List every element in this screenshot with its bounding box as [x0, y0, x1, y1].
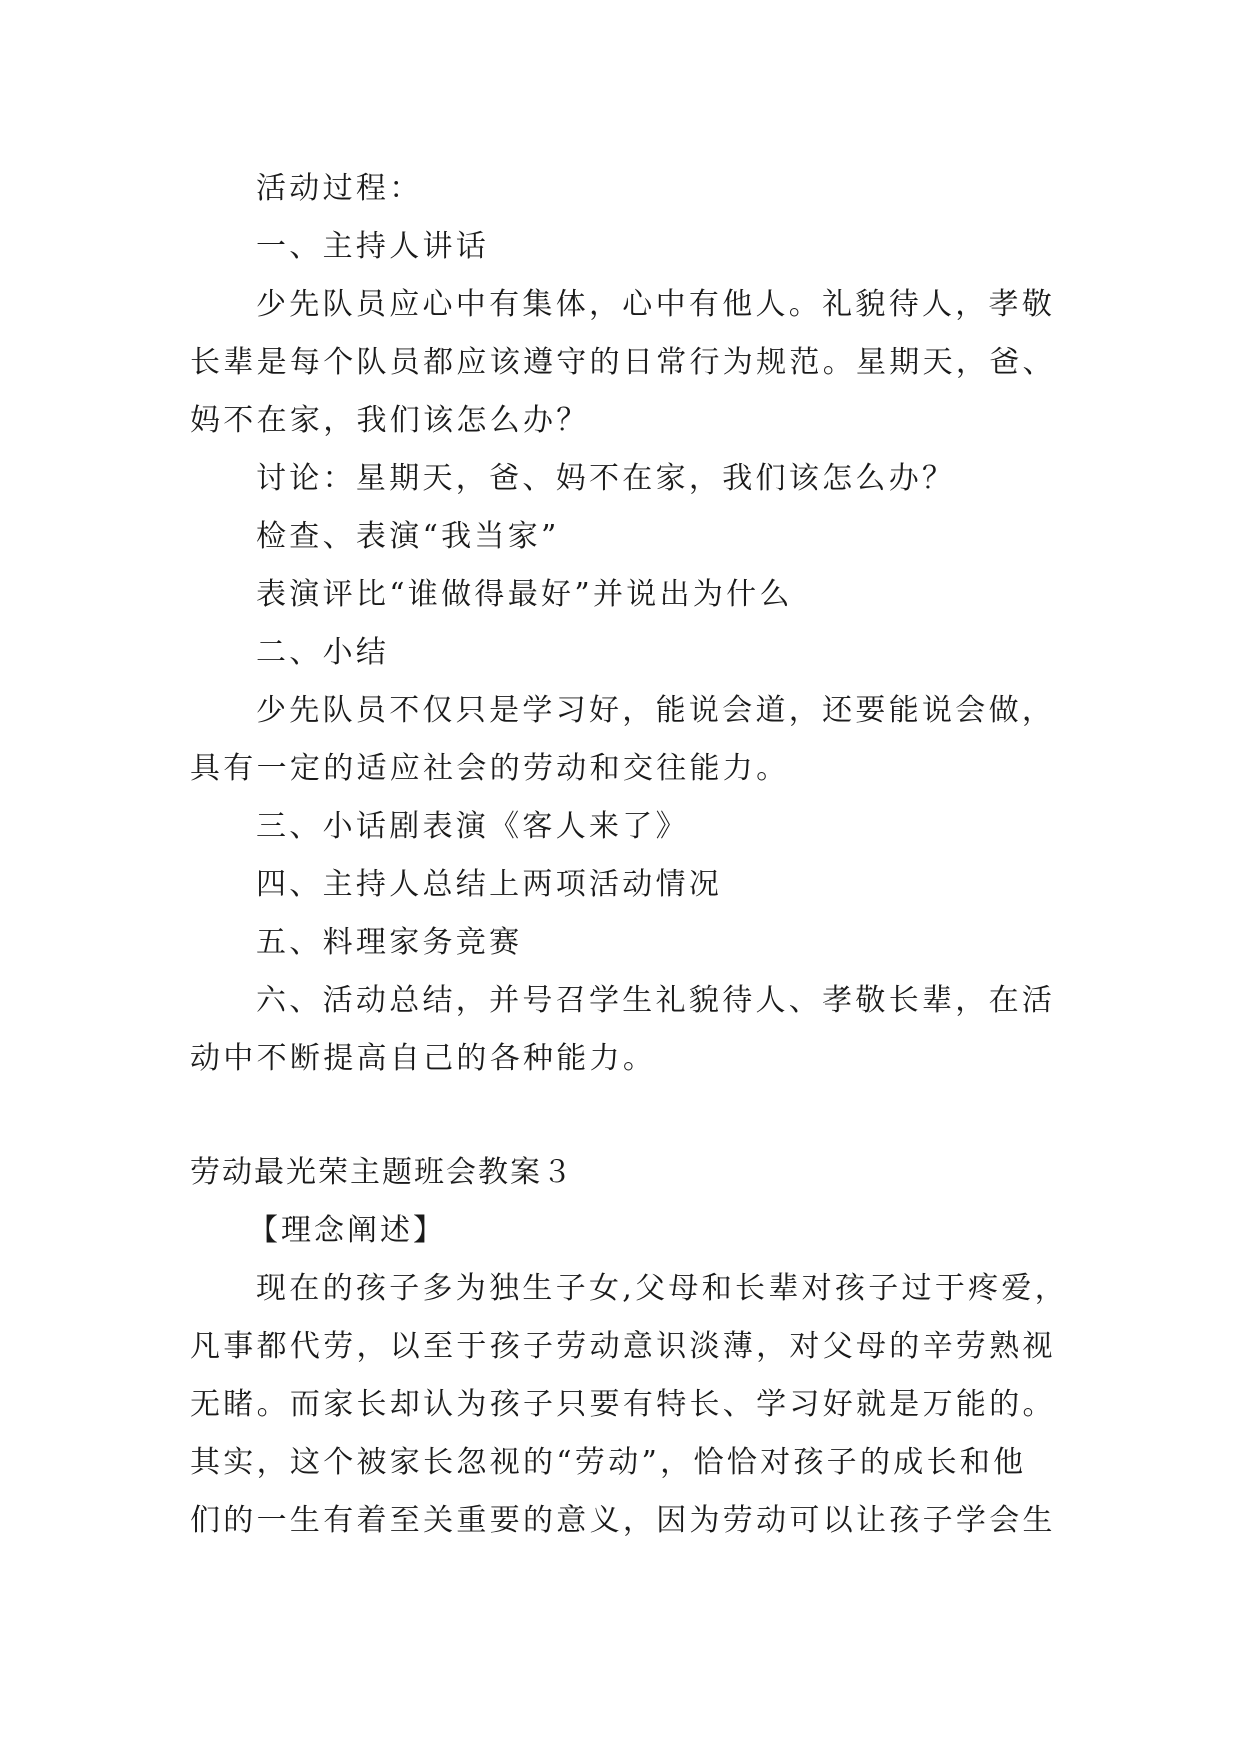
item-4: 四、主持人总结上两项活动情况	[256, 867, 723, 902]
item-5: 五、料理家务竞赛	[256, 925, 523, 960]
check-line: 检查、表演“我当家”	[256, 519, 560, 554]
item-2: 二、小结	[256, 635, 390, 670]
paragraph-2-line-1: 少先队员不仅只是学习好，能说会道，还要能说会做，	[256, 693, 1056, 728]
item-6-line-2: 动中不断提高自己的各种能力。	[190, 1041, 657, 1076]
item-1: 一、主持人讲话	[256, 229, 490, 264]
section-heading: 劳动最光荣主题班会教案３	[190, 1155, 574, 1190]
concept-line-4: 其实，这个被家长忽视的“劳动”，恰恰对孩子的成长和他	[190, 1445, 1027, 1480]
concept-title: 【理念阐述】	[248, 1213, 446, 1248]
compare-line: 表演评比“谁做得最好”并说出为什么	[256, 577, 793, 612]
paragraph-1-line-1: 少先队员应心中有集体，心中有他人。礼貌待人，孝敬	[256, 287, 1056, 322]
paragraph-1-line-3: 妈不在家，我们该怎么办？	[190, 403, 590, 438]
concept-line-3: 无睹。而家长却认为孩子只要有特长、学习好就是万能的。	[190, 1387, 1056, 1422]
activity-title: 活动过程：	[256, 171, 423, 206]
concept-line-1: 现在的孩子多为独生子女,父母和长辈对孩子过于疼爱，	[256, 1271, 1069, 1306]
discussion-line: 讨论：星期天，爸、妈不在家，我们该怎么办？	[256, 461, 956, 496]
concept-line-2: 凡事都代劳，以至于孩子劳动意识淡薄，对父母的辛劳熟视	[190, 1329, 1056, 1364]
concept-line-5: 们的一生有着至关重要的意义，因为劳动可以让孩子学会生	[190, 1503, 1056, 1538]
document-page	[190, 160, 1070, 1550]
item-3: 三、小话剧表演《客人来了》	[256, 809, 689, 844]
paragraph-2-line-2: 具有一定的适应社会的劳动和交往能力。	[190, 751, 790, 786]
item-6-line-1: 六、活动总结，并号召学生礼貌待人、孝敬长辈，在活	[256, 983, 1056, 1018]
paragraph-1-line-2: 长辈是每个队员都应该遵守的日常行为规范。星期天，爸、	[190, 345, 1056, 380]
section-gap	[190, 1088, 1070, 1144]
